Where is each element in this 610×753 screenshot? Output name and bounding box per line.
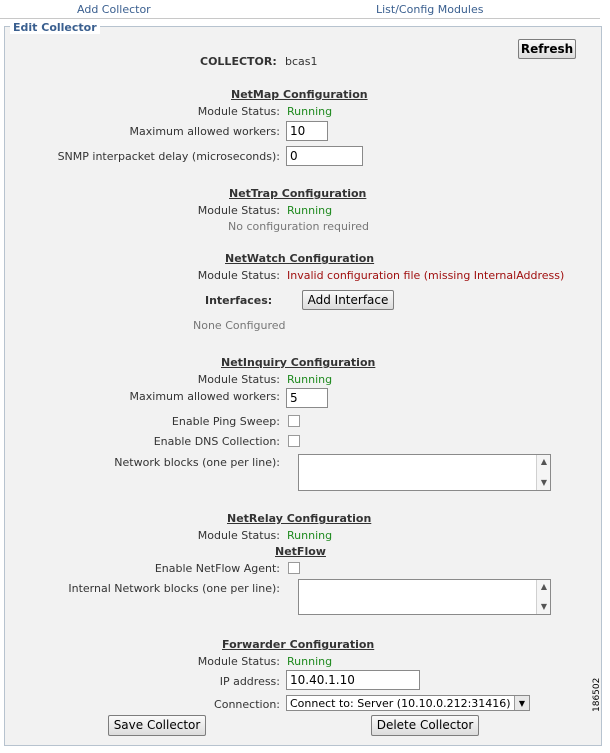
ip-address-label: IP address: xyxy=(219,675,280,688)
netwatch-status: Invalid configuration file (missing InternalAddress) xyxy=(287,269,565,282)
interfaces-none-configured: None Configured xyxy=(193,319,286,332)
netwatch-status-label: Module Status: xyxy=(197,269,280,282)
nettrap-status: Running xyxy=(287,204,333,217)
scroll-up-icon[interactable]: ▲ xyxy=(540,582,548,591)
nettrap-heading: NetTrap Configuration xyxy=(229,187,367,200)
scroll-up-icon[interactable]: ▲ xyxy=(540,457,548,466)
connection-select[interactable] xyxy=(286,695,530,711)
forwarder-heading: Forwarder Configuration xyxy=(222,638,375,651)
dns-collection-label: Enable DNS Collection: xyxy=(153,435,280,448)
netinquiry-max-workers-label: Maximum allowed workers: xyxy=(129,390,280,403)
connection-selected-value: Connect to: Server (10.10.0.212:31416) xyxy=(290,697,511,710)
collector-name: bcas1 xyxy=(285,55,318,68)
internal-blocks-textarea[interactable] xyxy=(298,579,551,615)
collector-label: COLLECTOR: xyxy=(200,55,277,68)
add-collector-link[interactable]: Add Collector xyxy=(77,3,151,16)
nettrap-status-label: Module Status: xyxy=(197,204,280,217)
add-interface-button[interactable]: Add Interface xyxy=(302,290,394,310)
netmap-heading: NetMap Configuration xyxy=(231,88,368,101)
netinquiry-status: Running xyxy=(287,373,333,386)
forwarder-status-label: Module Status: xyxy=(197,655,280,668)
ping-sweep-checkbox[interactable] xyxy=(288,415,300,427)
netflow-heading: NetFlow xyxy=(275,545,326,558)
netmap-max-workers-label: Maximum allowed workers: xyxy=(129,125,280,138)
netrelay-heading: NetRelay Configuration xyxy=(227,512,372,525)
delete-collector-button[interactable]: Delete Collector xyxy=(371,715,479,736)
connection-label: Connection: xyxy=(214,698,280,711)
figure-id: 186502 xyxy=(592,677,602,712)
netinquiry-max-workers-input[interactable]: 5 xyxy=(286,388,328,408)
internal-blocks-scrollbar[interactable] xyxy=(536,580,550,614)
nettrap-note: No configuration required xyxy=(228,220,370,233)
network-blocks-scrollbar[interactable] xyxy=(536,455,550,490)
network-blocks-label: Network blocks (one per line): xyxy=(114,456,280,469)
scroll-down-icon[interactable]: ▼ xyxy=(540,602,548,611)
netrelay-status-label: Module Status: xyxy=(197,529,280,542)
netmap-max-workers-input[interactable]: 10 xyxy=(286,121,328,141)
netmap-status: Running xyxy=(287,105,333,118)
panel-title: Edit Collector xyxy=(10,21,100,34)
interfaces-label: Interfaces: xyxy=(205,294,273,307)
refresh-button[interactable]: Refresh xyxy=(518,39,576,59)
snmp-delay-input[interactable]: 0 xyxy=(286,146,363,166)
netflow-agent-label: Enable NetFlow Agent: xyxy=(154,562,280,575)
netrelay-status: Running xyxy=(287,529,333,542)
snmp-delay-label: SNMP interpacket delay (microseconds): xyxy=(57,150,280,163)
ip-address-input[interactable]: 10.40.1.10 xyxy=(286,670,420,690)
netinquiry-status-label: Module Status: xyxy=(197,373,280,386)
chevron-down-icon[interactable]: ▼ xyxy=(514,696,529,710)
list-config-modules-link[interactable]: List/Config Modules xyxy=(376,3,484,16)
save-collector-button[interactable]: Save Collector xyxy=(108,715,206,736)
forwarder-status: Running xyxy=(287,655,333,668)
scroll-down-icon[interactable]: ▼ xyxy=(540,478,548,487)
netinquiry-heading: NetInquiry Configuration xyxy=(221,356,376,369)
netflow-agent-checkbox[interactable] xyxy=(288,562,300,574)
dns-collection-checkbox[interactable] xyxy=(288,435,300,447)
internal-blocks-label: Internal Network blocks (one per line): xyxy=(68,582,280,595)
network-blocks-textarea[interactable] xyxy=(298,454,551,491)
ping-sweep-label: Enable Ping Sweep: xyxy=(171,415,280,428)
netwatch-heading: NetWatch Configuration xyxy=(225,252,375,265)
netmap-status-label: Module Status: xyxy=(197,105,280,118)
